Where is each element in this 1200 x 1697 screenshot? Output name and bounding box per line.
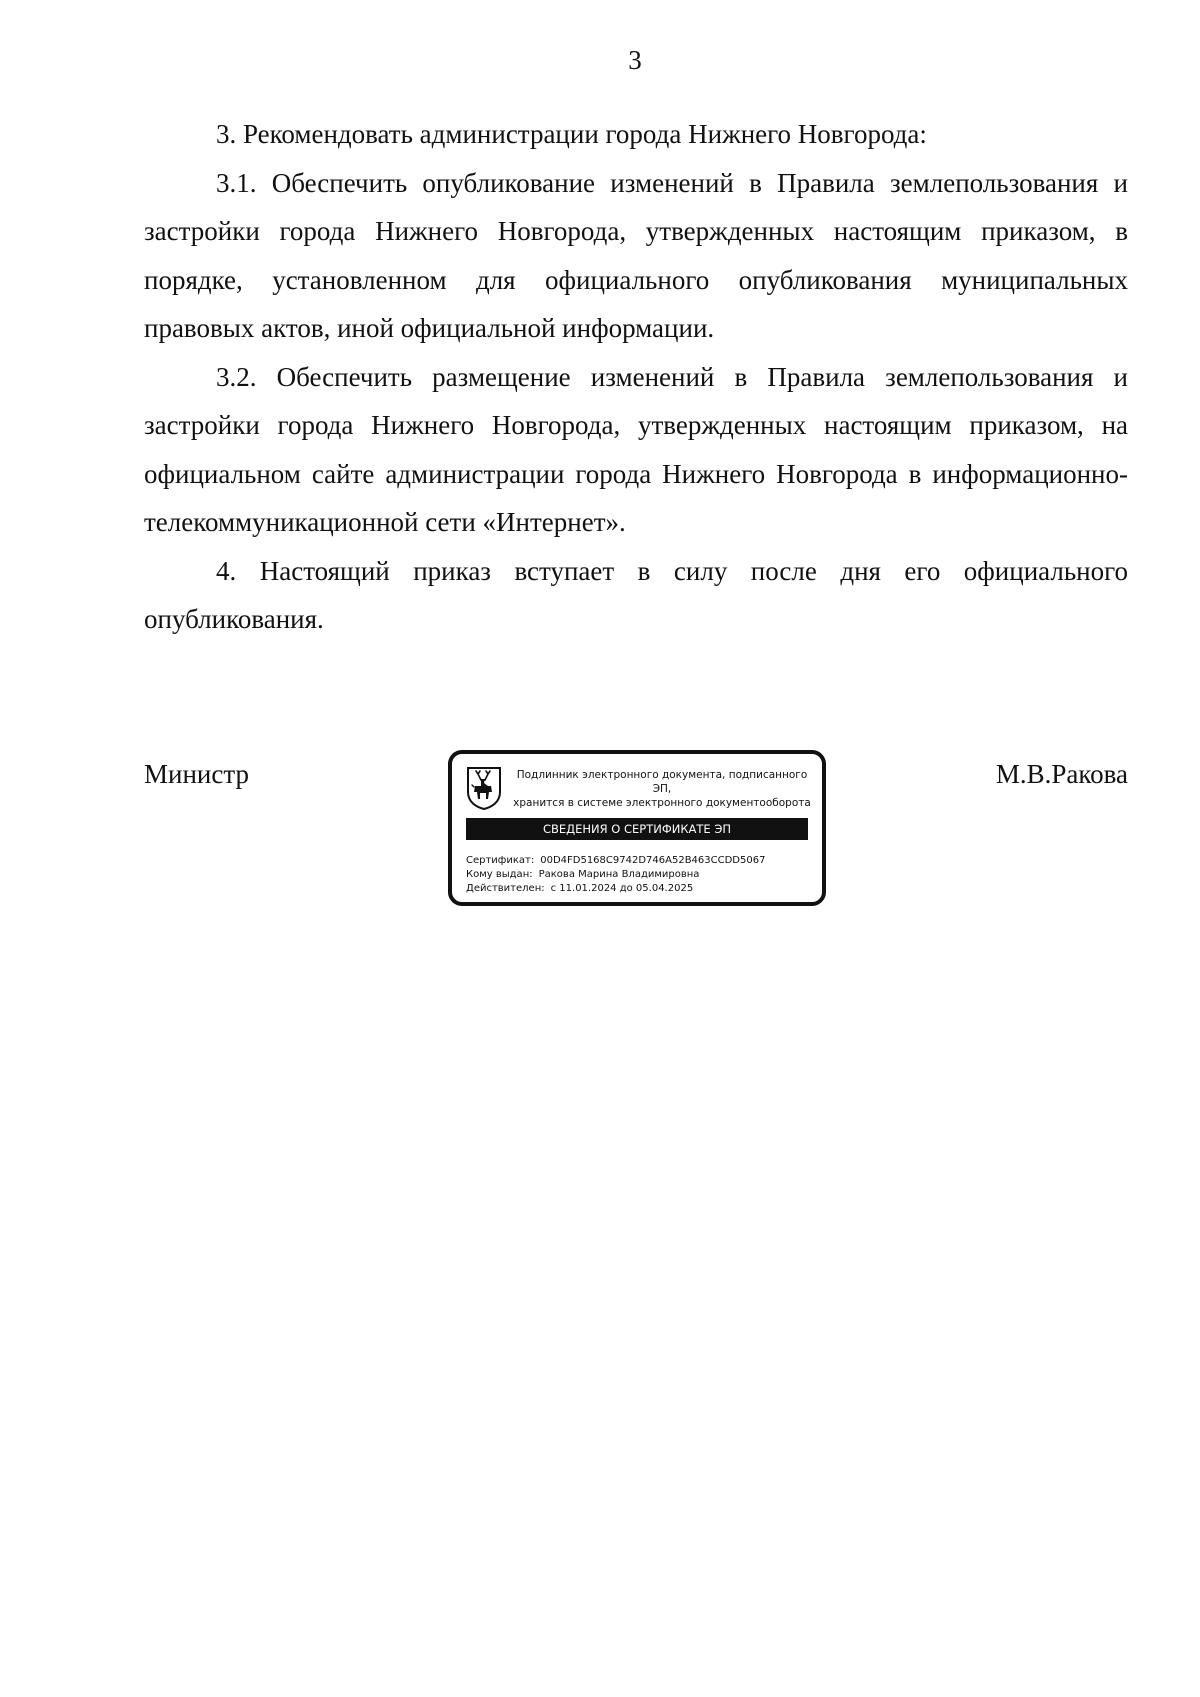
signer-title: Министр [144,759,249,789]
deer-coat-of-arms-icon [466,766,502,810]
stamp-header [508,768,816,810]
paragraph-3-2: 3.2. Обеспечить размещение изменений в Правила землепользования и застройки города Нижнего Новгорода, утвержденных настоящим приказом, на официальном сайте администрации города Нижнего Новгорода в информационно-телекоммуникационной сети «Интернет». [144,361,1128,537]
electronic-signature-stamp [448,750,826,906]
issued-to-value: Ракова Марина Владимировна [538,869,700,880]
valid-value: с 11.01.2024 до 05.04.2025 [550,883,694,894]
issued-to-label: Кому выдан: [466,869,533,880]
signer-name: М.В.Ракова [995,759,1128,789]
page-number: 3 [628,45,642,75]
paragraph-3: 3. Рекомендовать администрации города Нижнего Новгорода: [216,119,927,149]
valid-label: Действителен: [466,883,545,894]
paragraph-3-1: 3.1. Обеспечить опубликование изменений в Правила землепользования и застройки города Нижнего Новгорода, утвержденных настоящим приказом, в порядке, установленном для официального опубликования муниципальных правовых актов, иной официальной информации. [144,167,1128,343]
document-body [144,110,1128,644]
certificate-value: 00D4FD5168C9742D746A52B463CCDD5067 [540,855,766,866]
stamp-header-line1: Подлинник электронного документа, подписанного ЭП, [516,769,808,795]
certificate-label: Сертификат: [466,855,535,866]
valid-row [466,882,765,896]
issued-to-row [466,868,765,882]
certificate-details [466,854,765,896]
certificate-row [466,854,765,868]
paragraph-4: 4. Настоящий приказ вступает в силу после дня его официального опубликования. [144,555,1128,634]
stamp-header-line2: хранится в системе электронного документооборота [513,797,811,809]
stamp-title-bar: СВЕДЕНИЯ О СЕРТИФИКАТЕ ЭП [466,818,808,840]
